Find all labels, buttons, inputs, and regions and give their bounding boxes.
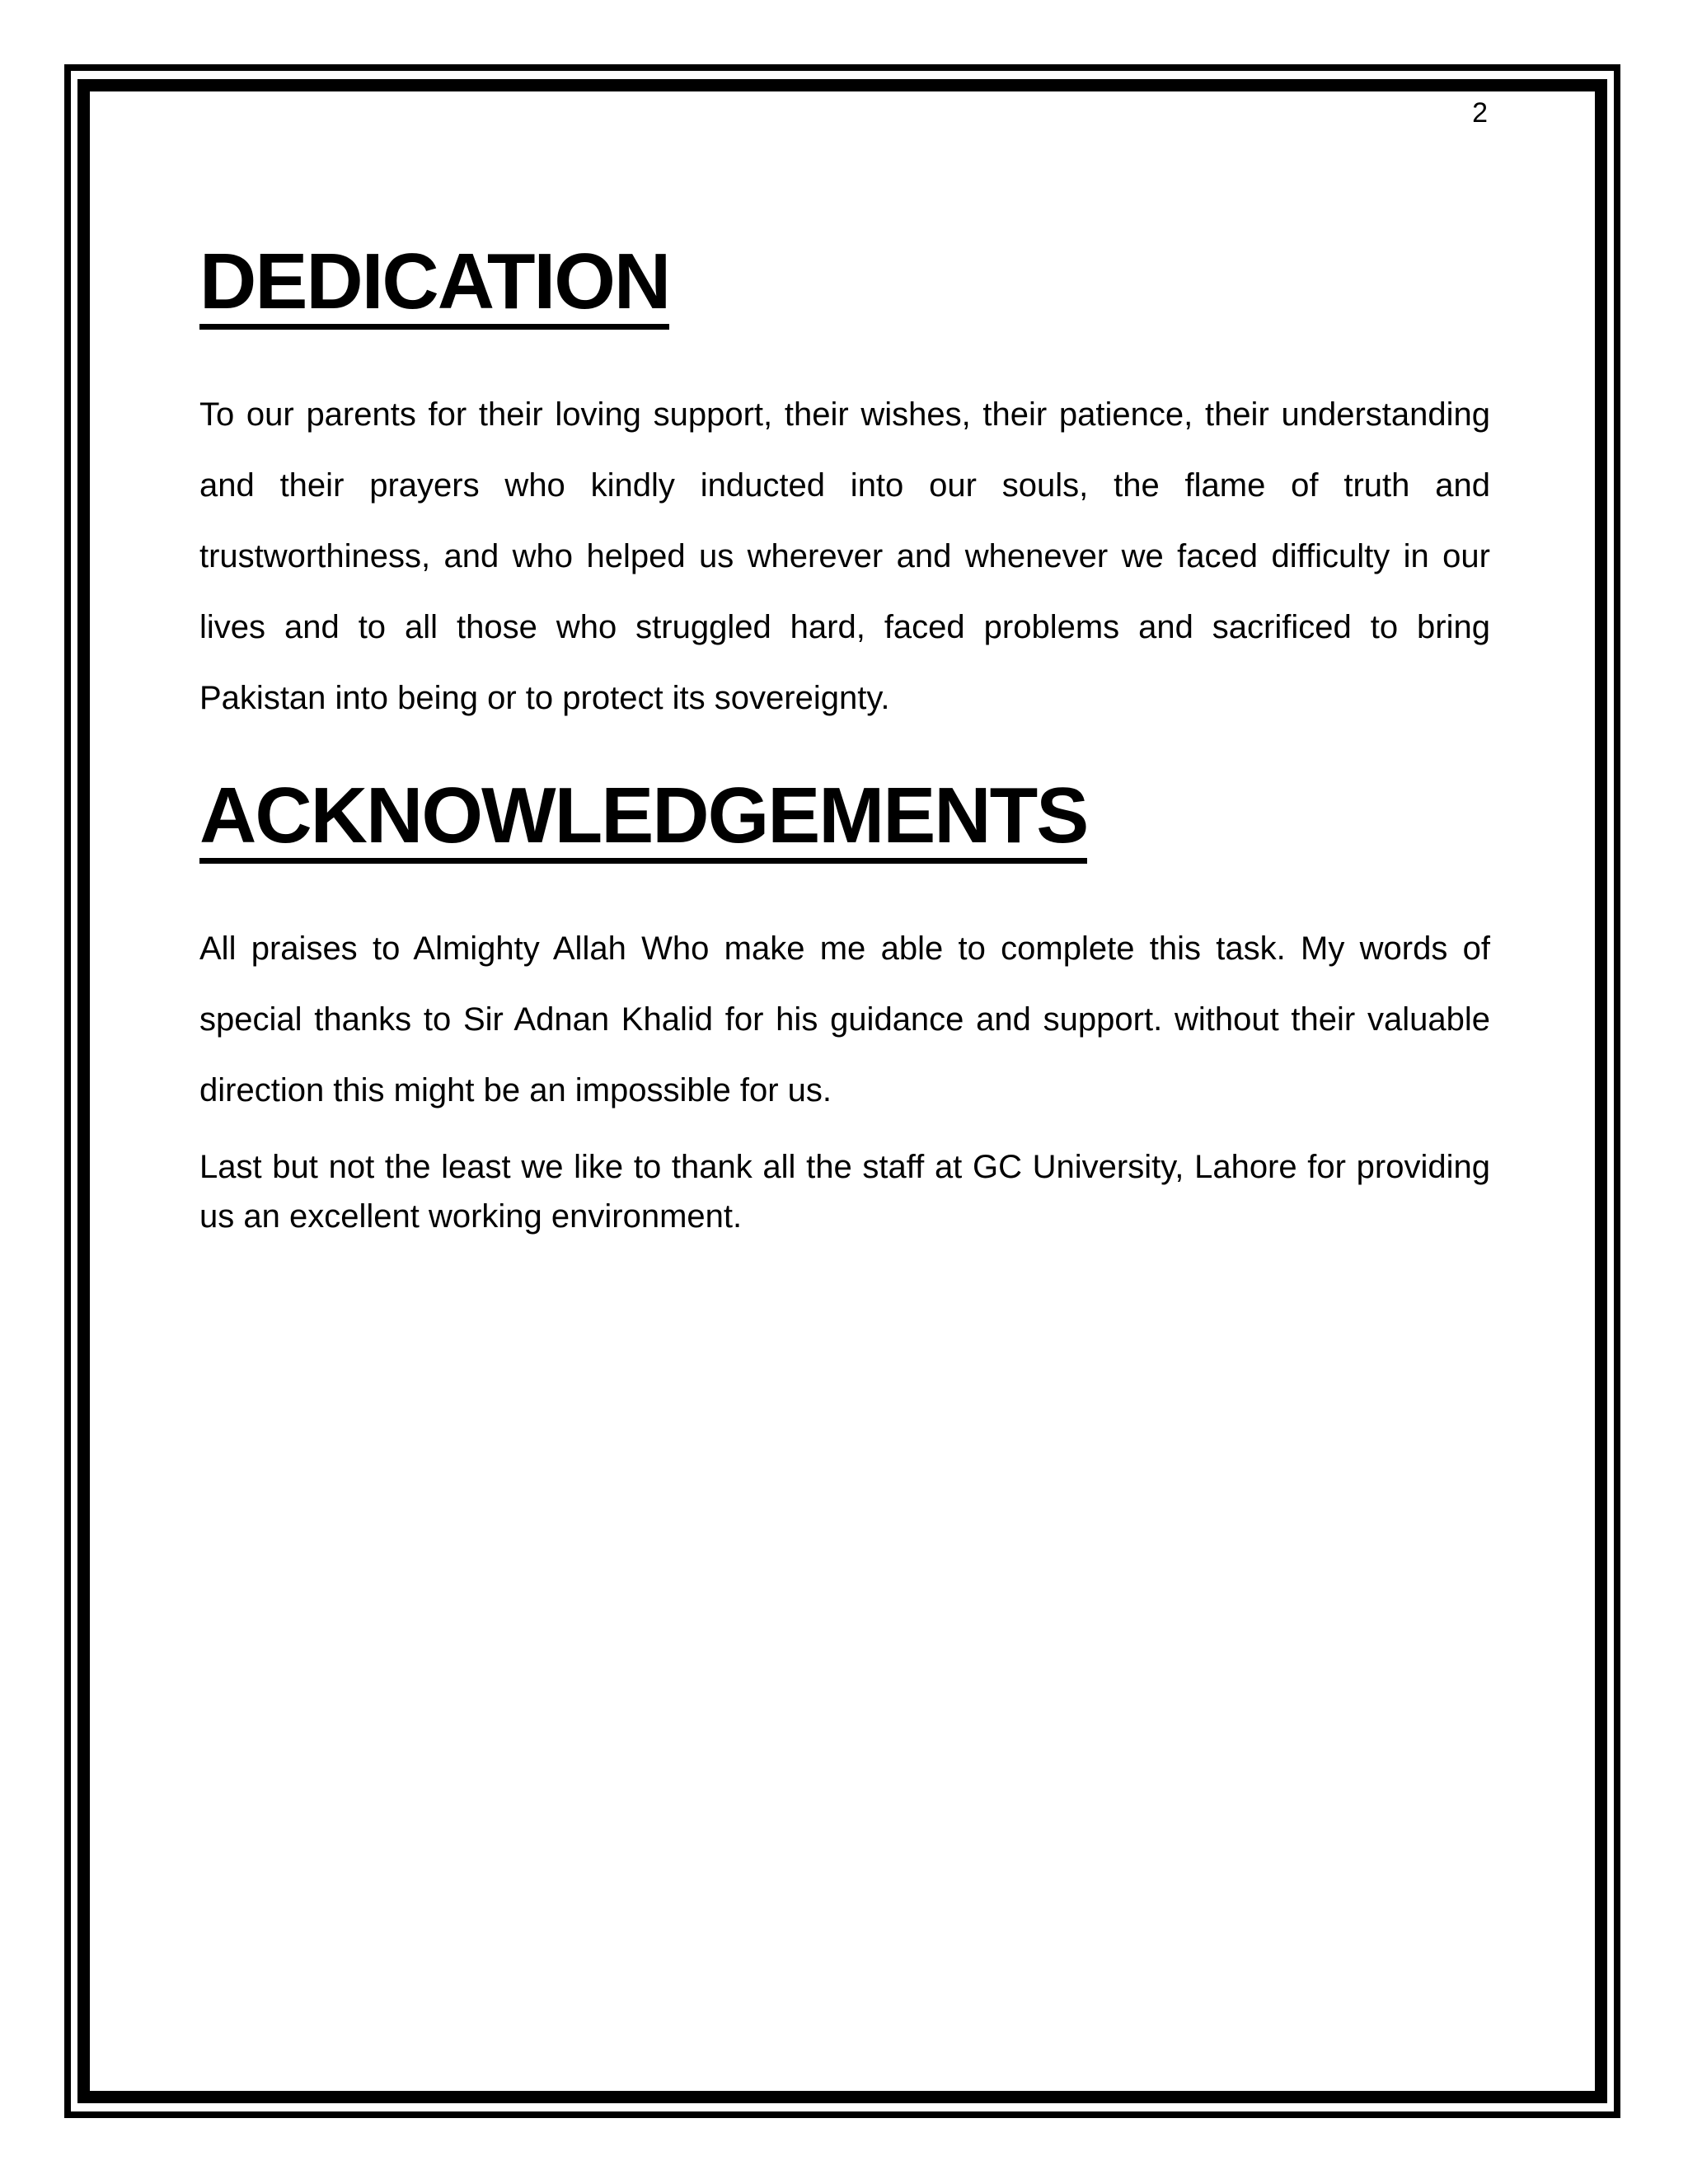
acknowledgements-heading-wrapper	[199, 771, 1490, 864]
acknowledgements-section	[199, 771, 1490, 1241]
dedication-heading: DEDICATION	[199, 241, 669, 330]
page-content	[199, 237, 1490, 1241]
dedication-paragraph: To our parents for their loving support, their wishes, their patience, their understanding and their prayers who kindly inducted into our souls, the flame of truth and trustworthiness, and who helped us wherever and whenever we faced difficulty in our lives and to all those who struggled hard, faced problems and sacrificed to bring Pakistan into being or to protect its sovereignty.	[199, 396, 1490, 716]
dedication-section	[199, 237, 1490, 733]
acknowledgements-paragraph-2: Last but not the least we like to thank all the staff at GC University, Lahore for providing us an excellent working environment.	[199, 1148, 1490, 1235]
acknowledgements-heading: ACKNOWLEDGEMENTS	[199, 775, 1087, 864]
acknowledgements-paragraph-1: All praises to Almighty Allah Who make me able to complete this task. My words of special thanks to Sir Adnan Khalid for his guidance and support. without their valuable direction this might be an impossible for us.	[199, 930, 1490, 1108]
page-number: 2	[1472, 97, 1488, 129]
